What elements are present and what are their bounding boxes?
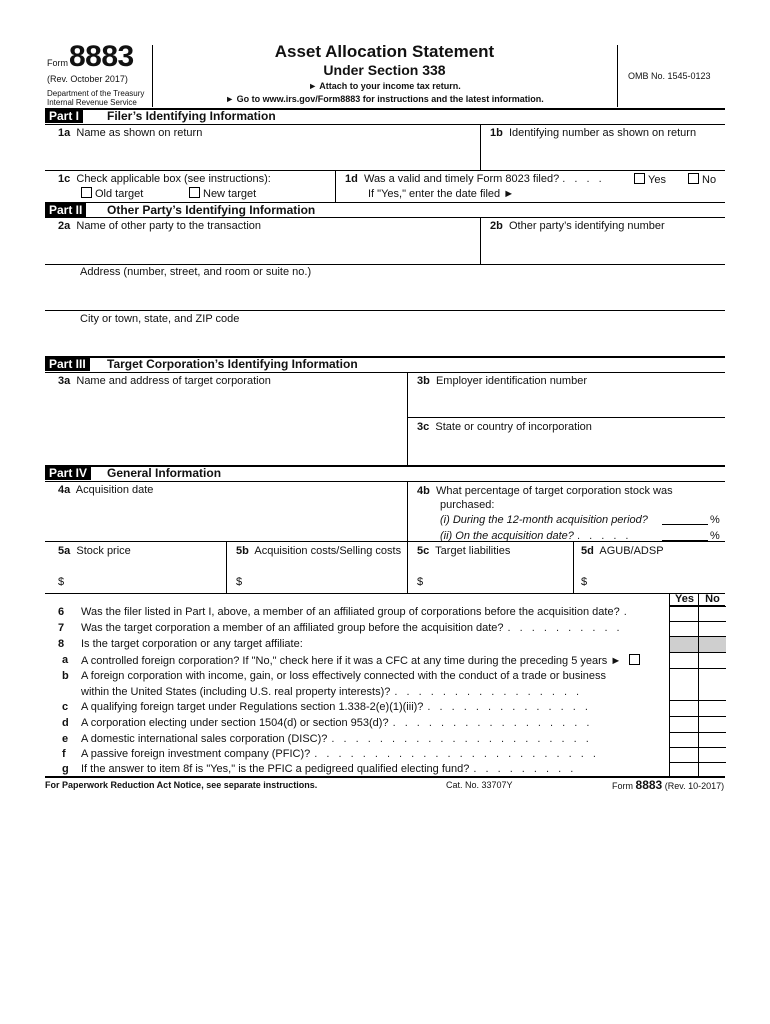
line-1c-label: 1c Check applicable box (see instructions):: [58, 173, 271, 185]
line-4b-label-cont: purchased:: [440, 499, 495, 511]
target-liabilities-input[interactable]: [427, 572, 570, 590]
question-text: [81, 606, 630, 618]
line-1b-label: 1b Identifying number as shown on return: [490, 127, 697, 139]
yes-answer-box: [669, 636, 699, 653]
question-text: [81, 701, 591, 713]
question-text-body: Was the target corporation a member of an affiliated group before the acquisition date?: [81, 622, 504, 634]
other-party-address-field[interactable]: [80, 280, 720, 308]
form-8023-yes-option[interactable]: Yes: [634, 173, 666, 186]
line-4b-label: 4b What percentage of target corporation stock was: [417, 485, 673, 497]
no-answer-box[interactable]: [698, 747, 726, 763]
target-state-field[interactable]: [410, 436, 724, 463]
question-number: c: [62, 701, 69, 713]
question-number: a: [62, 654, 69, 666]
question-leader: . . . . . . . . . . . . . . . . . . . . . .: [331, 733, 592, 745]
question-number: g: [62, 763, 69, 775]
agency-line: Internal Revenue Service: [47, 98, 137, 107]
line-5d-label: 5d AGUB/ADSP: [581, 545, 664, 557]
stock-price-input[interactable]: [68, 572, 223, 590]
yes-answer-box[interactable]: [669, 652, 699, 669]
line-5b-label: 5b Acquisition costs/Selling costs: [236, 545, 402, 557]
question-text: [81, 670, 610, 682]
question-leader: . . . . . . . . . .: [507, 622, 623, 634]
line-3c-label: 3c State or country of incorporation: [417, 421, 592, 433]
answer-grid-top-rule: [669, 605, 725, 606]
form-number: 8883: [69, 40, 134, 73]
question-number: b: [62, 670, 69, 682]
line-5c-label: 5c Target liabilities: [417, 545, 511, 557]
old-target-option[interactable]: Old target: [81, 187, 143, 200]
footer-form-id: Form 8883 (Rev. 10-2017): [612, 778, 725, 792]
new-target-option[interactable]: New target: [189, 187, 256, 200]
part-3-title: Target Corporation’s Identifying Information: [107, 357, 358, 371]
no-answer-box[interactable]: [698, 732, 726, 748]
question-text: [81, 622, 623, 634]
form-subtitle: Under Section 338: [323, 62, 446, 78]
question-number: e: [62, 733, 69, 745]
no-answer-box: [698, 636, 726, 653]
yes-answer-box[interactable]: [669, 732, 699, 748]
form-8023-no-checkbox[interactable]: [688, 173, 699, 184]
question-leader: . . . . . . . . .: [473, 763, 577, 775]
question-text-body: A domestic international sales corporation (DISC)?: [81, 733, 328, 745]
question-text-body: within the United States (including U.S. real property interests)?: [81, 686, 391, 698]
part-2-tag: Part II: [45, 203, 86, 217]
question-text-body: A corporation electing under section 1504(d) or section 953(d)?: [81, 717, 389, 729]
no-answer-box[interactable]: [698, 621, 726, 637]
attach-instruction: ► Attach to your income tax return.: [308, 81, 461, 91]
question-text-body: A foreign corporation with income, gain, or loss effectively connected with the conduct of a trade or business: [81, 670, 607, 682]
other-party-city-field[interactable]: [80, 327, 720, 353]
target-ein-field[interactable]: [410, 390, 724, 415]
city-label: City or town, state, and ZIP code: [80, 313, 240, 325]
revision-date: (Rev. October 2017): [47, 74, 128, 84]
filer-name-field[interactable]: [46, 141, 479, 169]
question-text-body: Was the filer listed in Part I, above, a member of an affiliated group of corporations before the acquisition date?: [81, 606, 620, 618]
no-answer-box[interactable]: [698, 652, 726, 669]
date-filed-label: If "Yes," enter the date filed ►: [368, 188, 515, 200]
no-answer-box[interactable]: [698, 716, 726, 733]
yes-answer-box[interactable]: [669, 700, 699, 717]
question-text: [81, 654, 643, 667]
question-number: d: [62, 717, 69, 729]
pct-12-month-input[interactable]: [662, 514, 708, 527]
question-number: 6: [58, 606, 65, 618]
line-4a-label: 4a Acquisition date: [58, 484, 154, 496]
line-2b-label: 2b Other party’s identifying number: [490, 220, 665, 232]
form-8023-no-option[interactable]: No: [688, 173, 716, 186]
question-text: [81, 763, 576, 775]
part-1-tag: Part I: [45, 109, 83, 123]
question-text-body: If the answer to item 8f is "Yes," is the PFIC a pedigreed qualified electing fund?: [81, 763, 470, 775]
yes-answer-box[interactable]: [669, 606, 699, 622]
question-text-body: A controlled foreign corporation? If "No," check here if it was a CFC at any time during the preceding 5 years ►: [81, 655, 622, 667]
target-liabilities-dollar: $: [417, 576, 424, 588]
line-4b-i-label: (i) During the 12-month acquisition period?: [440, 514, 648, 526]
pct-sign-2: %: [710, 530, 720, 542]
question-number: f: [62, 748, 66, 760]
acquisition-costs-dollar: $: [236, 576, 243, 588]
yes-answer-box[interactable]: [669, 668, 699, 701]
question-leader: . . . . . . . . . . . . . . . . .: [392, 717, 593, 729]
agub-dollar: $: [581, 576, 588, 588]
catalog-number: Cat. No. 33707Y: [446, 780, 513, 790]
question-text: [81, 686, 582, 698]
paperwork-notice: For Paperwork Reduction Act Notice, see separate instructions.: [45, 780, 318, 790]
no-answer-box[interactable]: [698, 762, 726, 777]
no-column-header: No: [698, 593, 726, 605]
question-text: [81, 748, 599, 760]
part-3-tag: Part III: [45, 357, 90, 371]
yes-column-header: Yes: [669, 593, 699, 605]
form-title: Asset Allocation Statement: [274, 42, 495, 61]
yes-answer-box[interactable]: [669, 762, 699, 777]
question-number: 7: [58, 622, 65, 634]
acquisition-costs-input[interactable]: [246, 572, 404, 590]
line-1d-label: 1d Was a valid and timely Form 8023 filed? . . . .: [345, 173, 605, 185]
question-leader: . . . . . . . . . . . . . .: [427, 701, 591, 713]
part-4-tag: Part IV: [45, 466, 91, 480]
question-leader: .: [623, 606, 630, 618]
yes-answer-box[interactable]: [669, 747, 699, 763]
line-5a-label: 5a Stock price: [58, 545, 131, 557]
question-text: [81, 717, 592, 729]
date-filed-field[interactable]: [515, 186, 715, 200]
question-text: [81, 733, 592, 745]
filer-id-field[interactable]: [482, 141, 724, 169]
question-leader: . . . . . . . . . . . . . . . .: [394, 686, 583, 698]
line-4b-ii-label: (ii) On the acquisition date? . . . . .: [440, 530, 632, 542]
line-3a-label: 3a Name and address of target corporation: [58, 375, 271, 387]
target-name-address-field[interactable]: [80, 390, 402, 462]
agub-adsp-input[interactable]: [591, 572, 723, 590]
no-answer-box[interactable]: [698, 700, 726, 717]
line-3b-label: 3b Employer identification number: [417, 375, 587, 387]
question-text-body: Is the target corporation or any target affiliate:: [81, 638, 303, 650]
form-8023-yes-checkbox[interactable]: [634, 173, 645, 184]
website-instruction: ► Go to www.irs.gov/Form8883 for instructions and the latest information.: [225, 94, 544, 104]
question-text-body: A qualifying foreign target under Regulations section 1.338-2(e)(1)(iii)?: [81, 701, 424, 713]
address-label: Address (number, street, and room or suite no.): [80, 266, 312, 278]
part-4-title: General Information: [107, 466, 222, 480]
yes-answer-box[interactable]: [669, 716, 699, 733]
old-target-checkbox[interactable]: [81, 187, 92, 198]
form-label: Form: [47, 58, 68, 68]
no-answer-box[interactable]: [698, 668, 726, 701]
yes-answer-box[interactable]: [669, 621, 699, 637]
omb-number: OMB No. 1545-0123: [628, 71, 711, 81]
other-party-id-field[interactable]: [482, 234, 724, 262]
line-2a-label: 2a Name of other party to the transaction: [58, 220, 262, 232]
stock-price-dollar: $: [58, 576, 65, 588]
question-text-body: A passive foreign investment company (PFIC)?: [81, 748, 311, 760]
department-line: Department of the Treasury: [47, 89, 145, 98]
cfc-preceding-5-years-checkbox[interactable]: [629, 654, 640, 665]
question-number: 8: [58, 638, 65, 650]
acquisition-date-field[interactable]: [80, 498, 402, 540]
part-2-title: Other Party’s Identifying Information: [107, 203, 316, 217]
question-leader: . . . . . . . . . . . . . . . . . . . . . . . .: [314, 748, 599, 760]
line-1a-label: 1a Name as shown on return: [58, 127, 203, 139]
new-target-checkbox[interactable]: [189, 187, 200, 198]
part-1-title: Filer’s Identifying Information: [107, 109, 276, 123]
question-text: [81, 638, 307, 650]
other-party-name-field[interactable]: [80, 234, 478, 262]
pct-sign-1: %: [710, 514, 720, 526]
no-answer-box[interactable]: [698, 606, 726, 622]
